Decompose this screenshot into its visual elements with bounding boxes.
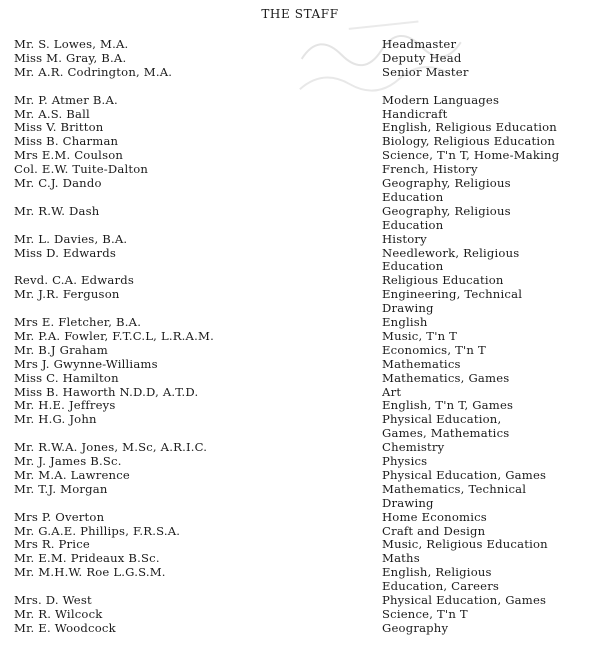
staff-subject: Science, T'n T <box>382 607 468 621</box>
staff-name: Mr. M.A. Lawrence <box>14 467 130 482</box>
staff-row <box>0 66 600 80</box>
staff-subject: Needlework, Religious <box>382 246 520 260</box>
staff-name: Miss D. Edwards <box>14 245 117 260</box>
staff-row <box>0 455 600 469</box>
staff-row <box>0 205 600 219</box>
staff-subject: Music, T'n T <box>382 329 458 343</box>
staff-row <box>0 399 600 413</box>
staff-row <box>0 525 600 539</box>
staff-name: Mr. R. Wilcock <box>14 606 103 621</box>
staff-subject: Music, Religious Education <box>382 538 548 552</box>
staff-subject: English, Religious Education <box>382 121 557 135</box>
staff-subject: Drawing <box>382 302 434 316</box>
staff-row <box>0 594 600 608</box>
staff-name: Mr. J.R. Ferguson <box>14 287 120 302</box>
staff-subject: Geography, Religious <box>382 177 511 190</box>
staff-row <box>0 469 600 483</box>
staff-name: Revd. C.A. Edwards <box>14 273 135 288</box>
staff-subject: Craft and Design <box>382 524 486 538</box>
staff-subject: History <box>382 232 427 246</box>
staff-subject: Biology, Religious Education <box>382 135 556 149</box>
staff-subject: Deputy Head <box>382 51 462 65</box>
staff-row <box>0 274 600 288</box>
staff-name: Mr. P. Atmer B.A. <box>14 92 118 107</box>
staff-subject: Physics <box>382 455 428 468</box>
staff-row <box>0 94 600 108</box>
staff-subject: Mathematics, Technical <box>382 482 527 496</box>
staff-name: Mrs. D. West <box>14 593 92 607</box>
staff-name: Mrs R. Price <box>14 537 90 552</box>
staff-subject: Education <box>382 218 444 232</box>
staff-name: Mr. T.J. Morgan <box>14 481 108 496</box>
staff-subject: Art <box>382 385 402 399</box>
staff-name: Mr. L. Davies, B.A. <box>14 231 128 246</box>
staff-name: Mr. M.H.W. Roe L.G.S.M. <box>14 565 166 580</box>
staff-row <box>0 316 600 330</box>
staff-subject: Education <box>382 190 444 204</box>
staff-subject: Headmaster <box>382 38 457 51</box>
staff-row <box>0 358 600 372</box>
staff-subject: Mathematics <box>382 357 461 371</box>
staff-row <box>0 260 600 274</box>
staff-row <box>0 149 600 163</box>
staff-name: Mr. R.W.A. Jones, M.Sc, A.R.I.C. <box>14 440 208 455</box>
staff-row <box>0 52 600 66</box>
staff-subject: Education, Careers <box>382 580 500 594</box>
staff-subject: Geography, Religious <box>382 204 511 218</box>
staff-row <box>0 372 600 386</box>
staff-name: Mr. A.R. Codrington, M.A. <box>14 64 173 79</box>
staff-name: Mrs P. Overton <box>14 509 105 524</box>
staff-subject: Games, Mathematics <box>382 427 510 441</box>
staff-row <box>0 344 600 358</box>
staff-row <box>0 552 600 566</box>
staff-subject: Engineering, Technical <box>382 288 523 302</box>
staff-subject: Religious Education <box>382 274 504 288</box>
staff-subject: Physical Education, Games <box>382 468 547 482</box>
staff-row <box>0 441 600 455</box>
staff-row <box>0 302 600 316</box>
staff-row <box>0 38 600 52</box>
staff-row <box>0 233 600 247</box>
staff-subject: English, Religious <box>382 566 492 580</box>
staff-subject: Science, T'n T, Home-Making <box>382 149 560 163</box>
page-title: THE STAFF <box>261 7 339 21</box>
staff-name: Col. E.W. Tuite-Dalton <box>14 162 149 177</box>
staff-subject: Economics, T'n T <box>382 343 486 357</box>
staff-subject: Chemistry <box>382 441 445 455</box>
staff-row <box>0 163 600 177</box>
staff-row <box>0 413 600 427</box>
staff-name: Mr. S. Lowes, M.A. <box>14 37 129 51</box>
staff-row <box>0 427 600 441</box>
staff-name: Mr. P.A. Fowler, F.T.C.L, L.R.A.M. <box>14 328 214 343</box>
staff-name: Miss B. Charman <box>14 134 119 149</box>
staff-name: Miss V. Britton <box>14 120 104 135</box>
staff-subject: Physical Education, <box>382 413 502 427</box>
staff-name: Mr. E. Woodcock <box>14 620 116 635</box>
staff-name: Mr. E.M. Prideaux B.Sc. <box>14 551 160 566</box>
staff-row <box>0 608 600 622</box>
staff-name: Mr. H.E. Jeffreys <box>14 398 116 413</box>
staff-name: Mr. C.J. Dando <box>14 176 102 190</box>
staff-row <box>0 566 600 580</box>
staff-row <box>0 177 600 191</box>
staff-subject: Drawing <box>382 496 434 510</box>
staff-row <box>0 288 600 302</box>
staff-name: Mrs J. Gwynne-Williams <box>14 356 158 371</box>
staff-subject: English, T'n T, Games <box>382 399 514 413</box>
staff-subject: Senior Master <box>382 65 469 79</box>
staff-name: Miss B. Haworth N.D.D, A.T.D. <box>14 384 199 399</box>
staff-subject: Mathematics, Games <box>382 371 510 385</box>
staff-row <box>0 330 600 344</box>
staff-name: Mr. R.W. Dash <box>14 203 100 218</box>
staff-row <box>0 191 600 205</box>
staff-name: Mr. J. James B.Sc. <box>14 454 122 468</box>
staff-name: Mrs E.M. Coulson <box>14 148 124 163</box>
staff-row <box>0 135 600 149</box>
staff-subject: Geography <box>382 621 449 635</box>
staff-row <box>0 511 600 525</box>
staff-name: Mr. A.S. Ball <box>14 106 90 121</box>
staff-row <box>0 483 600 497</box>
staff-name: Mr. H.G. John <box>14 412 97 427</box>
staff-row <box>0 108 600 122</box>
staff-row <box>0 121 600 135</box>
staff-subject: Home Economics <box>382 510 487 524</box>
staff-subject: Modern Languages <box>382 93 500 107</box>
staff-row <box>0 219 600 233</box>
staff-subject: Physical Education, Games <box>382 594 547 607</box>
staff-name: Miss M. Gray, B.A. <box>14 50 127 65</box>
staff-row <box>0 80 600 94</box>
staff-subject: Handicraft <box>382 107 448 121</box>
staff-subject: Education <box>382 260 444 274</box>
staff-subject: Maths <box>382 552 420 566</box>
staff-row <box>0 538 600 552</box>
staff-row <box>0 247 600 261</box>
staff-row <box>0 386 600 400</box>
staff-name: Mr. G.A.E. Phillips, F.R.S.A. <box>14 523 181 538</box>
staff-row <box>0 497 600 511</box>
staff-name: Miss C. Hamilton <box>14 370 119 385</box>
staff-subject: English <box>382 316 428 329</box>
staff-name: Mrs E. Fletcher, B.A. <box>14 315 142 329</box>
staff-name: Mr. B.J Graham <box>14 342 108 357</box>
staff-subject: French, History <box>382 163 478 177</box>
staff-row <box>0 580 600 594</box>
staff-row <box>0 622 600 636</box>
